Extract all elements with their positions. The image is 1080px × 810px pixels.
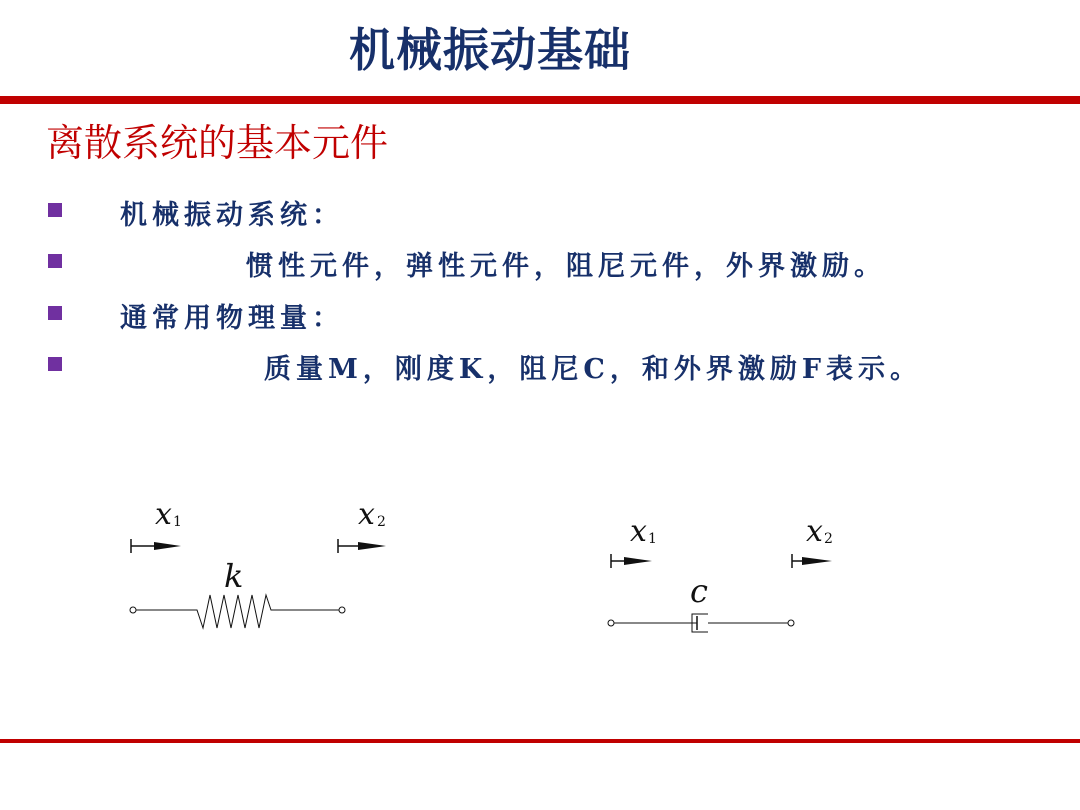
bullet-text: 机械振动系统： <box>120 200 344 231</box>
spring-icon <box>130 595 345 628</box>
bullet-text: 质量M，刚度K，阻尼C，和外界激励F表示。 <box>264 354 923 385</box>
damper-diagram <box>608 514 833 632</box>
x1-subscript: 1 <box>173 514 182 530</box>
bullet-text: 惯性元件，弹性元件，阻尼元件，外界激励。 <box>246 251 886 282</box>
slide-title: 机械振动基础 <box>349 23 631 77</box>
x2-arrow-icon <box>338 539 386 553</box>
damper-icon <box>608 614 794 632</box>
x1-arrow-icon <box>611 554 652 568</box>
bottom-divider <box>0 739 1080 743</box>
x2-arrow-icon <box>792 554 832 568</box>
x2-label: x <box>358 497 375 532</box>
x1-subscript: 1 <box>648 531 657 547</box>
x1-label: x <box>155 497 172 532</box>
x1-label: x <box>630 514 647 549</box>
bullet-text: 通常用物理量： <box>120 303 344 334</box>
x2-subscript: 2 <box>377 514 386 530</box>
x2-label: x <box>806 514 823 549</box>
stiffness-label: k <box>224 557 244 595</box>
x2-subscript: 2 <box>824 531 833 547</box>
section-subtitle: 离散系统的基本元件 <box>46 121 389 165</box>
x1-arrow-icon <box>131 539 181 553</box>
damping-label: c <box>690 572 708 610</box>
spring-diagram <box>130 497 386 628</box>
